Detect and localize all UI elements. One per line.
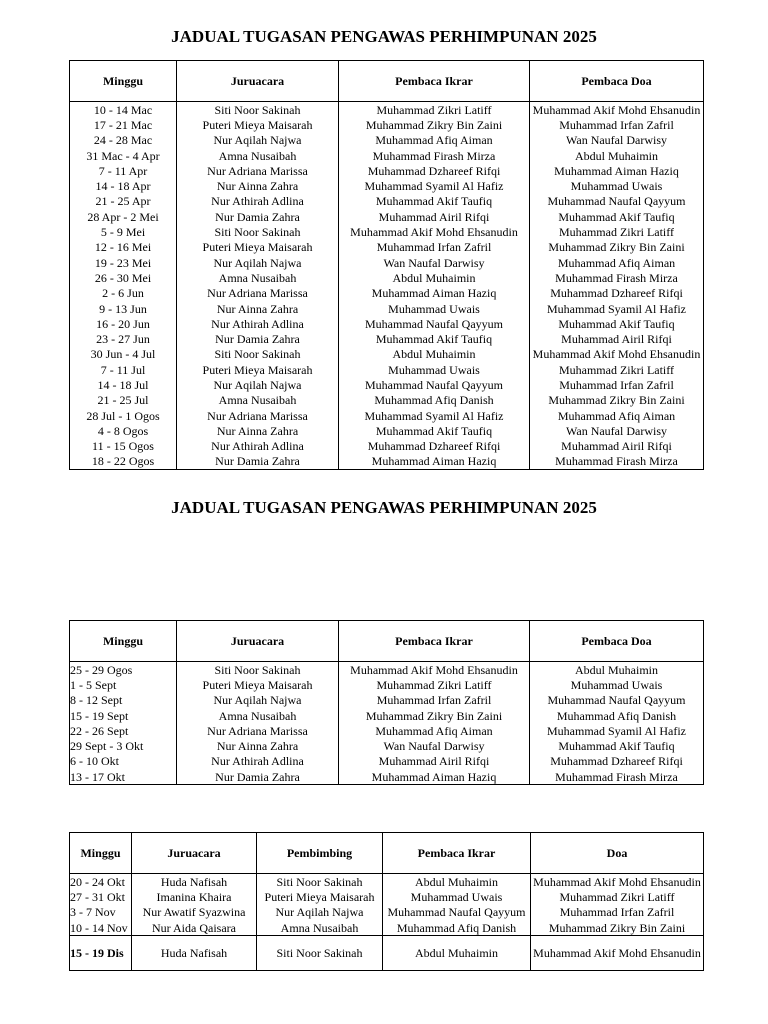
week-cell: 17 - 21 Mac [70,117,177,132]
name-cell: Muhammad Dzhareef Rifqi [530,286,704,301]
week-cell: 30 Jun - 4 Jul [70,347,177,362]
week-cell: 21 - 25 Apr [70,194,177,209]
name-cell: Nur Awatif Syazwina [132,905,257,920]
name-cell: Muhammad Aiman Haziq [339,454,530,470]
name-cell: Abdul Muhaimin [530,148,704,163]
name-cell: Muhammad Uwais [339,301,530,316]
name-cell: Muhammad Akif Taufiq [339,331,530,346]
name-cell: Puteri Mieya Maisarah [257,889,383,904]
name-cell: Muhammad Zikri Latiff [531,889,704,904]
name-cell: Muhammad Dzhareef Rifqi [530,754,704,769]
week-cell: 5 - 9 Mei [70,224,177,239]
table-row [70,255,704,270]
name-cell: Muhammad Firash Mirza [530,769,704,785]
header-minggu: Minggu [70,833,132,874]
name-cell: Muhammad Dzhareef Rifqi [339,163,530,178]
name-cell: Muhammad Zikry Bin Zaini [530,240,704,255]
name-cell: Abdul Muhaimin [383,936,531,971]
table-row [70,347,704,362]
name-cell: Nur Aqilah Najwa [177,133,339,148]
name-cell: Muhammad Afiq Aiman [530,255,704,270]
week-cell: 8 - 12 Sept [70,693,177,708]
name-cell: Muhammad Akif Mohd Ehsanudin [530,102,704,118]
week-cell: 15 - 19 Dis [70,936,132,971]
name-cell: Muhammad Airil Rifqi [530,439,704,454]
name-cell: Amna Nusaibah [177,708,339,723]
name-cell: Muhammad Akif Taufiq [530,209,704,224]
week-cell: 13 - 17 Okt [70,769,177,785]
name-cell: Muhammad Zikry Bin Zaini [530,393,704,408]
table-row [70,270,704,285]
table-row [70,316,704,331]
name-cell: Muhammad Uwais [339,362,530,377]
name-cell: Muhammad Akif Mohd Ehsanudin [531,936,704,971]
name-cell: Muhammad Zikry Bin Zaini [339,708,530,723]
week-cell: 2 - 6 Jun [70,286,177,301]
table-row [70,194,704,209]
name-cell: Amna Nusaibah [177,393,339,408]
name-cell: Nur Damia Zahra [177,454,339,470]
name-cell: Nur Athirah Adlina [177,316,339,331]
name-cell: Nur Ainna Zahra [177,301,339,316]
week-cell: 20 - 24 Okt [70,874,132,890]
week-cell: 28 Apr - 2 Mei [70,209,177,224]
name-cell: Siti Noor Sakinah [177,347,339,362]
header-pembaca-doa: Pembaca Doa [530,621,704,662]
name-cell: Huda Nafisah [132,936,257,971]
header-pembaca-ikrar: Pembaca Ikrar [339,61,530,102]
name-cell: Muhammad Zikri Latiff [339,677,530,692]
table-row [70,393,704,408]
table-row [70,693,704,708]
name-cell: Muhammad Syamil Al Hafiz [339,178,530,193]
name-cell: Puteri Mieya Maisarah [177,362,339,377]
schedule-table-1 [69,60,704,470]
name-cell: Nur Damia Zahra [177,331,339,346]
name-cell: Nur Adriana Marissa [177,408,339,423]
table-row [70,209,704,224]
name-cell: Wan Naufal Darwisy [530,423,704,438]
table-row [70,662,704,678]
table-row [70,454,704,470]
name-cell: Muhammad Aiman Haziq [530,163,704,178]
week-cell: 16 - 20 Jun [70,316,177,331]
name-cell: Muhammad Uwais [383,889,531,904]
name-cell: Abdul Muhaimin [339,347,530,362]
name-cell: Siti Noor Sakinah [257,874,383,890]
name-cell: Muhammad Akif Taufiq [530,316,704,331]
table-row [70,936,704,971]
name-cell: Siti Noor Sakinah [257,936,383,971]
week-cell: 25 - 29 Ogos [70,662,177,678]
table-row [70,738,704,753]
name-cell: Muhammad Irfan Zafril [339,240,530,255]
name-cell: Nur Athirah Adlina [177,194,339,209]
table-row [70,163,704,178]
table-row [70,148,704,163]
table-row [70,362,704,377]
week-cell: 28 Jul - 1 Ogos [70,408,177,423]
name-cell: Nur Athirah Adlina [177,439,339,454]
table-row [70,377,704,392]
name-cell: Muhammad Afiq Danish [530,708,704,723]
schedule-table-3 [69,832,704,971]
name-cell: Wan Naufal Darwisy [530,133,704,148]
page-title-2: JADUAL TUGASAN PENGAWAS PERHIMPUNAN 2025 [171,498,597,517]
name-cell: Muhammad Irfan Zafril [530,377,704,392]
name-cell: Muhammad Akif Taufiq [530,738,704,753]
schedule-table-2 [69,620,704,785]
table-row [70,905,704,920]
name-cell: Muhammad Uwais [530,677,704,692]
table-row [70,331,704,346]
name-cell: Siti Noor Sakinah [177,102,339,118]
name-cell: Nur Ainna Zahra [177,178,339,193]
name-cell: Nur Adriana Marissa [177,723,339,738]
name-cell: Nur Aqilah Najwa [177,377,339,392]
week-cell: 22 - 26 Sept [70,723,177,738]
week-cell: 14 - 18 Apr [70,178,177,193]
week-cell: 10 - 14 Mac [70,102,177,118]
name-cell: Puteri Mieya Maisarah [177,240,339,255]
table-row [70,769,704,785]
name-cell: Muhammad Irfan Zafril [531,905,704,920]
week-cell: 29 Sept - 3 Okt [70,738,177,753]
page-title-1: JADUAL TUGASAN PENGAWAS PERHIMPUNAN 2025 [171,27,597,46]
name-cell: Siti Noor Sakinah [177,662,339,678]
table-row [70,920,704,936]
table-row [70,133,704,148]
name-cell: Nur Adriana Marissa [177,286,339,301]
header-pembaca-ikrar: Pembaca Ikrar [383,833,531,874]
name-cell: Muhammad Afiq Aiman [339,133,530,148]
name-cell: Nur Damia Zahra [177,769,339,785]
name-cell: Abdul Muhaimin [339,270,530,285]
name-cell: Huda Nafisah [132,874,257,890]
table-row [70,677,704,692]
name-cell: Abdul Muhaimin [383,874,531,890]
table-row [70,301,704,316]
name-cell: Muhammad Afiq Danish [339,393,530,408]
table-row [70,874,704,890]
name-cell: Muhammad Zikry Bin Zaini [531,920,704,936]
table-row [70,754,704,769]
name-cell: Muhammad Firash Mirza [530,454,704,470]
header-doa: Doa [531,833,704,874]
name-cell: Muhammad Airil Rifqi [530,331,704,346]
name-cell: Muhammad Zikri Latiff [530,362,704,377]
table-row [70,423,704,438]
name-cell: Muhammad Firash Mirza [339,148,530,163]
name-cell: Puteri Mieya Maisarah [177,677,339,692]
table-row [70,178,704,193]
week-cell: 31 Mac - 4 Apr [70,148,177,163]
week-cell: 12 - 16 Mei [70,240,177,255]
week-cell: 26 - 30 Mei [70,270,177,285]
header-pembaca-ikrar: Pembaca Ikrar [339,621,530,662]
week-cell: 14 - 18 Jul [70,377,177,392]
name-cell: Amna Nusaibah [257,920,383,936]
week-cell: 18 - 22 Ogos [70,454,177,470]
name-cell: Muhammad Zikry Bin Zaini [339,117,530,132]
header-pembaca-doa: Pembaca Doa [530,61,704,102]
week-cell: 1 - 5 Sept [70,677,177,692]
name-cell: Muhammad Firash Mirza [530,270,704,285]
name-cell: Muhammad Syamil Al Hafiz [339,408,530,423]
name-cell: Muhammad Irfan Zafril [339,693,530,708]
name-cell: Puteri Mieya Maisarah [177,117,339,132]
name-cell: Muhammad Aiman Haziq [339,286,530,301]
name-cell: Muhammad Afiq Danish [383,920,531,936]
header-minggu: Minggu [70,621,177,662]
week-cell: 4 - 8 Ogos [70,423,177,438]
name-cell: Wan Naufal Darwisy [339,738,530,753]
name-cell: Muhammad Airil Rifqi [339,209,530,224]
week-cell: 27 - 31 Okt [70,889,132,904]
table-row [70,439,704,454]
week-cell: 24 - 28 Mac [70,133,177,148]
name-cell: Amna Nusaibah [177,270,339,285]
week-cell: 6 - 10 Okt [70,754,177,769]
name-cell: Muhammad Syamil Al Hafiz [530,723,704,738]
name-cell: Muhammad Naufal Qayyum [530,693,704,708]
name-cell: Muhammad Naufal Qayyum [530,194,704,209]
name-cell: Muhammad Dzhareef Rifqi [339,439,530,454]
name-cell: Muhammad Akif Taufiq [339,194,530,209]
table-row [70,889,704,904]
name-cell: Muhammad Uwais [530,178,704,193]
week-cell: 3 - 7 Nov [70,905,132,920]
table-row [70,708,704,723]
name-cell: Muhammad Akif Mohd Ehsanudin [339,224,530,239]
header-juruacara: Juruacara [132,833,257,874]
name-cell: Nur Damia Zahra [177,209,339,224]
name-cell: Muhammad Zikri Latiff [530,224,704,239]
header-juruacara: Juruacara [177,621,339,662]
name-cell: Abdul Muhaimin [530,662,704,678]
name-cell: Muhammad Akif Mohd Ehsanudin [530,347,704,362]
name-cell: Amna Nusaibah [177,148,339,163]
name-cell: Muhammad Airil Rifqi [339,754,530,769]
name-cell: Nur Aqilah Najwa [177,693,339,708]
name-cell: Nur Ainna Zahra [177,423,339,438]
name-cell: Nur Aqilah Najwa [177,255,339,270]
name-cell: Muhammad Syamil Al Hafiz [530,301,704,316]
week-cell: 21 - 25 Jul [70,393,177,408]
week-cell: 7 - 11 Apr [70,163,177,178]
name-cell: Muhammad Naufal Qayyum [383,905,531,920]
name-cell: Muhammad Akif Mohd Ehsanudin [531,874,704,890]
week-cell: 23 - 27 Jun [70,331,177,346]
name-cell: Muhammad Afiq Aiman [530,408,704,423]
table-row [70,408,704,423]
week-cell: 11 - 15 Ogos [70,439,177,454]
table-row [70,224,704,239]
name-cell: Muhammad Naufal Qayyum [339,316,530,331]
header-pembimbing: Pembimbing [257,833,383,874]
name-cell: Muhammad Naufal Qayyum [339,377,530,392]
name-cell: Nur Aqilah Najwa [257,905,383,920]
name-cell: Muhammad Afiq Aiman [339,723,530,738]
table-row [70,723,704,738]
name-cell: Muhammad Zikri Latiff [339,102,530,118]
header-juruacara: Juruacara [177,61,339,102]
name-cell: Wan Naufal Darwisy [339,255,530,270]
name-cell: Nur Ainna Zahra [177,738,339,753]
table-row [70,117,704,132]
name-cell: Muhammad Aiman Haziq [339,769,530,785]
header-minggu: Minggu [70,61,177,102]
name-cell: Nur Adriana Marissa [177,163,339,178]
name-cell: Nur Aida Qaisara [132,920,257,936]
week-cell: 7 - 11 Jul [70,362,177,377]
week-cell: 9 - 13 Jun [70,301,177,316]
name-cell: Siti Noor Sakinah [177,224,339,239]
table-row [70,240,704,255]
name-cell: Nur Athirah Adlina [177,754,339,769]
name-cell: Muhammad Akif Mohd Ehsanudin [339,662,530,678]
name-cell: Muhammad Irfan Zafril [530,117,704,132]
name-cell: Muhammad Akif Taufiq [339,423,530,438]
week-cell: 15 - 19 Sept [70,708,177,723]
table-row [70,286,704,301]
week-cell: 10 - 14 Nov [70,920,132,936]
table-row [70,102,704,118]
name-cell: Imanina Khaira [132,889,257,904]
week-cell: 19 - 23 Mei [70,255,177,270]
